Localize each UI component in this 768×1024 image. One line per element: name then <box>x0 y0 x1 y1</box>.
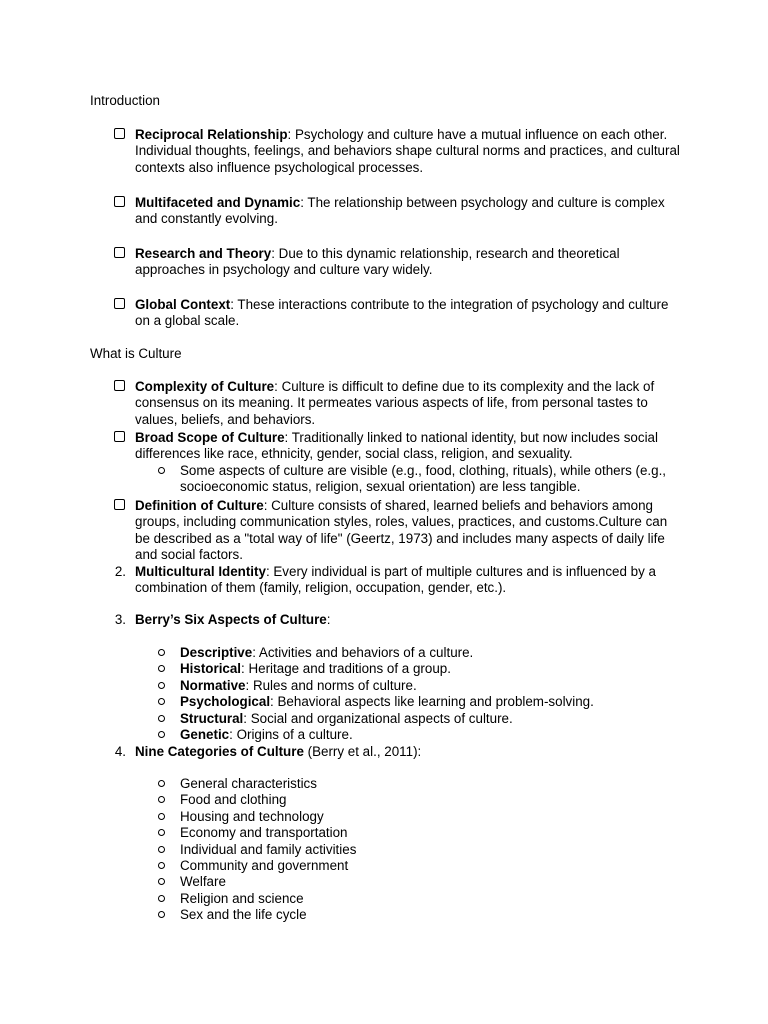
item-term: Complexity of Culture <box>135 379 275 394</box>
hollow-bullet-icon <box>158 731 165 738</box>
item-text: : Heritage and traditions of a group. <box>241 661 451 677</box>
list-item <box>135 246 680 279</box>
list-item <box>135 195 680 228</box>
sub-list-item: Some aspects of culture are visible (e.g., food, clothing, rituals), while others (e.g., socioeconomic status, religion, sexual orientation) are less tangible. <box>180 463 667 495</box>
sub-list-item <box>180 661 680 677</box>
hollow-bullet-icon <box>158 813 165 820</box>
item-term: Research and Theory <box>135 246 272 261</box>
item-term: Descriptive <box>180 645 253 660</box>
item-term: Psychological <box>180 694 271 710</box>
item-term: Broad Scope of Culture <box>135 430 285 445</box>
hollow-bullet-icon <box>158 682 165 689</box>
checkbox[interactable] <box>114 128 125 139</box>
list-item <box>135 379 680 428</box>
list-item <box>135 127 680 176</box>
checkbox[interactable] <box>114 298 125 309</box>
item-text: : Culture is difficult to define due to its complexity and the lack of consensus on its meaning. It permeates various aspects of life, from personal tastes to values, beliefs, and behaviors. <box>135 379 655 427</box>
item-term: Multifaceted and Dynamic <box>135 195 301 210</box>
section-heading-what-is-culture: What is Culture <box>90 346 182 361</box>
list-item <box>135 564 680 597</box>
sub-list-item <box>180 645 680 661</box>
hollow-bullet-icon <box>158 698 165 705</box>
sub-list-item: General characteristics <box>180 776 317 791</box>
item-text: : Behavioral aspects like learning and problem-solving. <box>270 694 594 710</box>
hollow-bullet-icon <box>158 895 165 902</box>
list-number: 2. <box>114 564 126 579</box>
sub-list-item: Religion and science <box>180 890 304 906</box>
item-term: Berry’s Six Aspects of Culture <box>135 612 327 627</box>
checkbox[interactable] <box>114 247 125 258</box>
list-item <box>135 612 680 628</box>
checkbox[interactable] <box>114 380 125 391</box>
sub-list-item: Food and clothing <box>180 792 287 808</box>
item-text: (Berry et al., 2011): <box>303 744 422 759</box>
sub-list-item: Sex and the life cycle <box>180 907 307 923</box>
item-term: Multicultural Identity <box>135 564 266 579</box>
sub-list-item: Community and government <box>180 858 349 873</box>
item-term: Reciprocal Relationship <box>135 127 288 142</box>
list-item <box>135 498 680 564</box>
list-number: 3. <box>114 612 126 627</box>
hollow-bullet-icon <box>158 846 165 853</box>
item-term: Global Context <box>135 297 231 312</box>
sub-list-item: Welfare <box>180 874 226 890</box>
hollow-bullet-icon <box>158 780 165 787</box>
item-term: Nine Categories of Culture <box>135 744 304 759</box>
list-item <box>135 744 680 760</box>
hollow-bullet-icon <box>158 467 165 474</box>
hollow-bullet-icon <box>158 715 165 722</box>
item-text: : These interactions contribute to the integration of psychology and culture on a global scale. <box>135 297 669 329</box>
item-term: Genetic <box>180 727 230 742</box>
item-term: Normative <box>180 677 246 693</box>
item-text: : The relationship between psychology and culture is complex and constantly evolving. <box>135 195 665 227</box>
hollow-bullet-icon <box>158 665 165 672</box>
hollow-bullet-icon <box>158 862 165 869</box>
sub-list-item: Individual and family activities <box>180 841 357 857</box>
item-text: : Traditionally linked to national identity, but now includes social differences like race, ethnicity, gender, social class, religion, and sexuality. <box>135 430 658 462</box>
item-text: : Due to this dynamic relationship, research and theoretical approaches in psychology and culture vary widely. <box>135 246 620 278</box>
item-term: Structural <box>180 710 244 726</box>
item-term: Definition of Culture <box>135 498 264 513</box>
item-text: : <box>326 612 331 627</box>
item-text: : Psychology and culture have a mutual influence on each other. Individual thoughts, feelings, and behaviors shape cultural norms and practices, and cultural contexts also influence psychological processes. <box>135 127 680 175</box>
sub-list-item <box>180 678 680 694</box>
item-text: : Social and organizational aspects of culture. <box>243 710 513 726</box>
section-heading-introduction: Introduction <box>90 93 160 108</box>
hollow-bullet-icon <box>158 911 165 918</box>
hollow-bullet-icon <box>158 796 165 803</box>
hollow-bullet-icon <box>158 829 165 836</box>
hollow-bullet-icon <box>158 878 165 885</box>
item-text: : Every individual is part of multiple cultures and is influenced by a combination of them (family, religion, occupation, gender, etc.). <box>135 564 656 596</box>
sub-list-item <box>180 727 680 743</box>
list-item <box>135 297 680 330</box>
item-text: : Origins of a culture. <box>229 727 353 742</box>
checkbox[interactable] <box>114 196 125 207</box>
sub-list-item <box>180 711 680 727</box>
list-number: 4. <box>114 744 126 759</box>
checkbox[interactable] <box>114 431 125 442</box>
sub-list-item <box>180 694 680 710</box>
item-text: : Culture consists of shared, learned beliefs and behaviors among groups, including communication styles, roles, values, practices, and customs.Culture can be described as a "total way of life" (Geertz, 1973) and includes many aspects of daily life and social factors. <box>135 498 668 563</box>
list-item <box>135 430 680 463</box>
sub-list-item: Economy and transportation <box>180 825 348 841</box>
item-term: Historical <box>180 661 242 677</box>
item-text: : Rules and norms of culture. <box>245 677 417 693</box>
hollow-bullet-icon <box>158 649 165 656</box>
sub-list-item: Housing and technology <box>180 808 324 824</box>
item-text: : Activities and behaviors of a culture. <box>252 645 474 660</box>
checkbox[interactable] <box>114 499 125 510</box>
